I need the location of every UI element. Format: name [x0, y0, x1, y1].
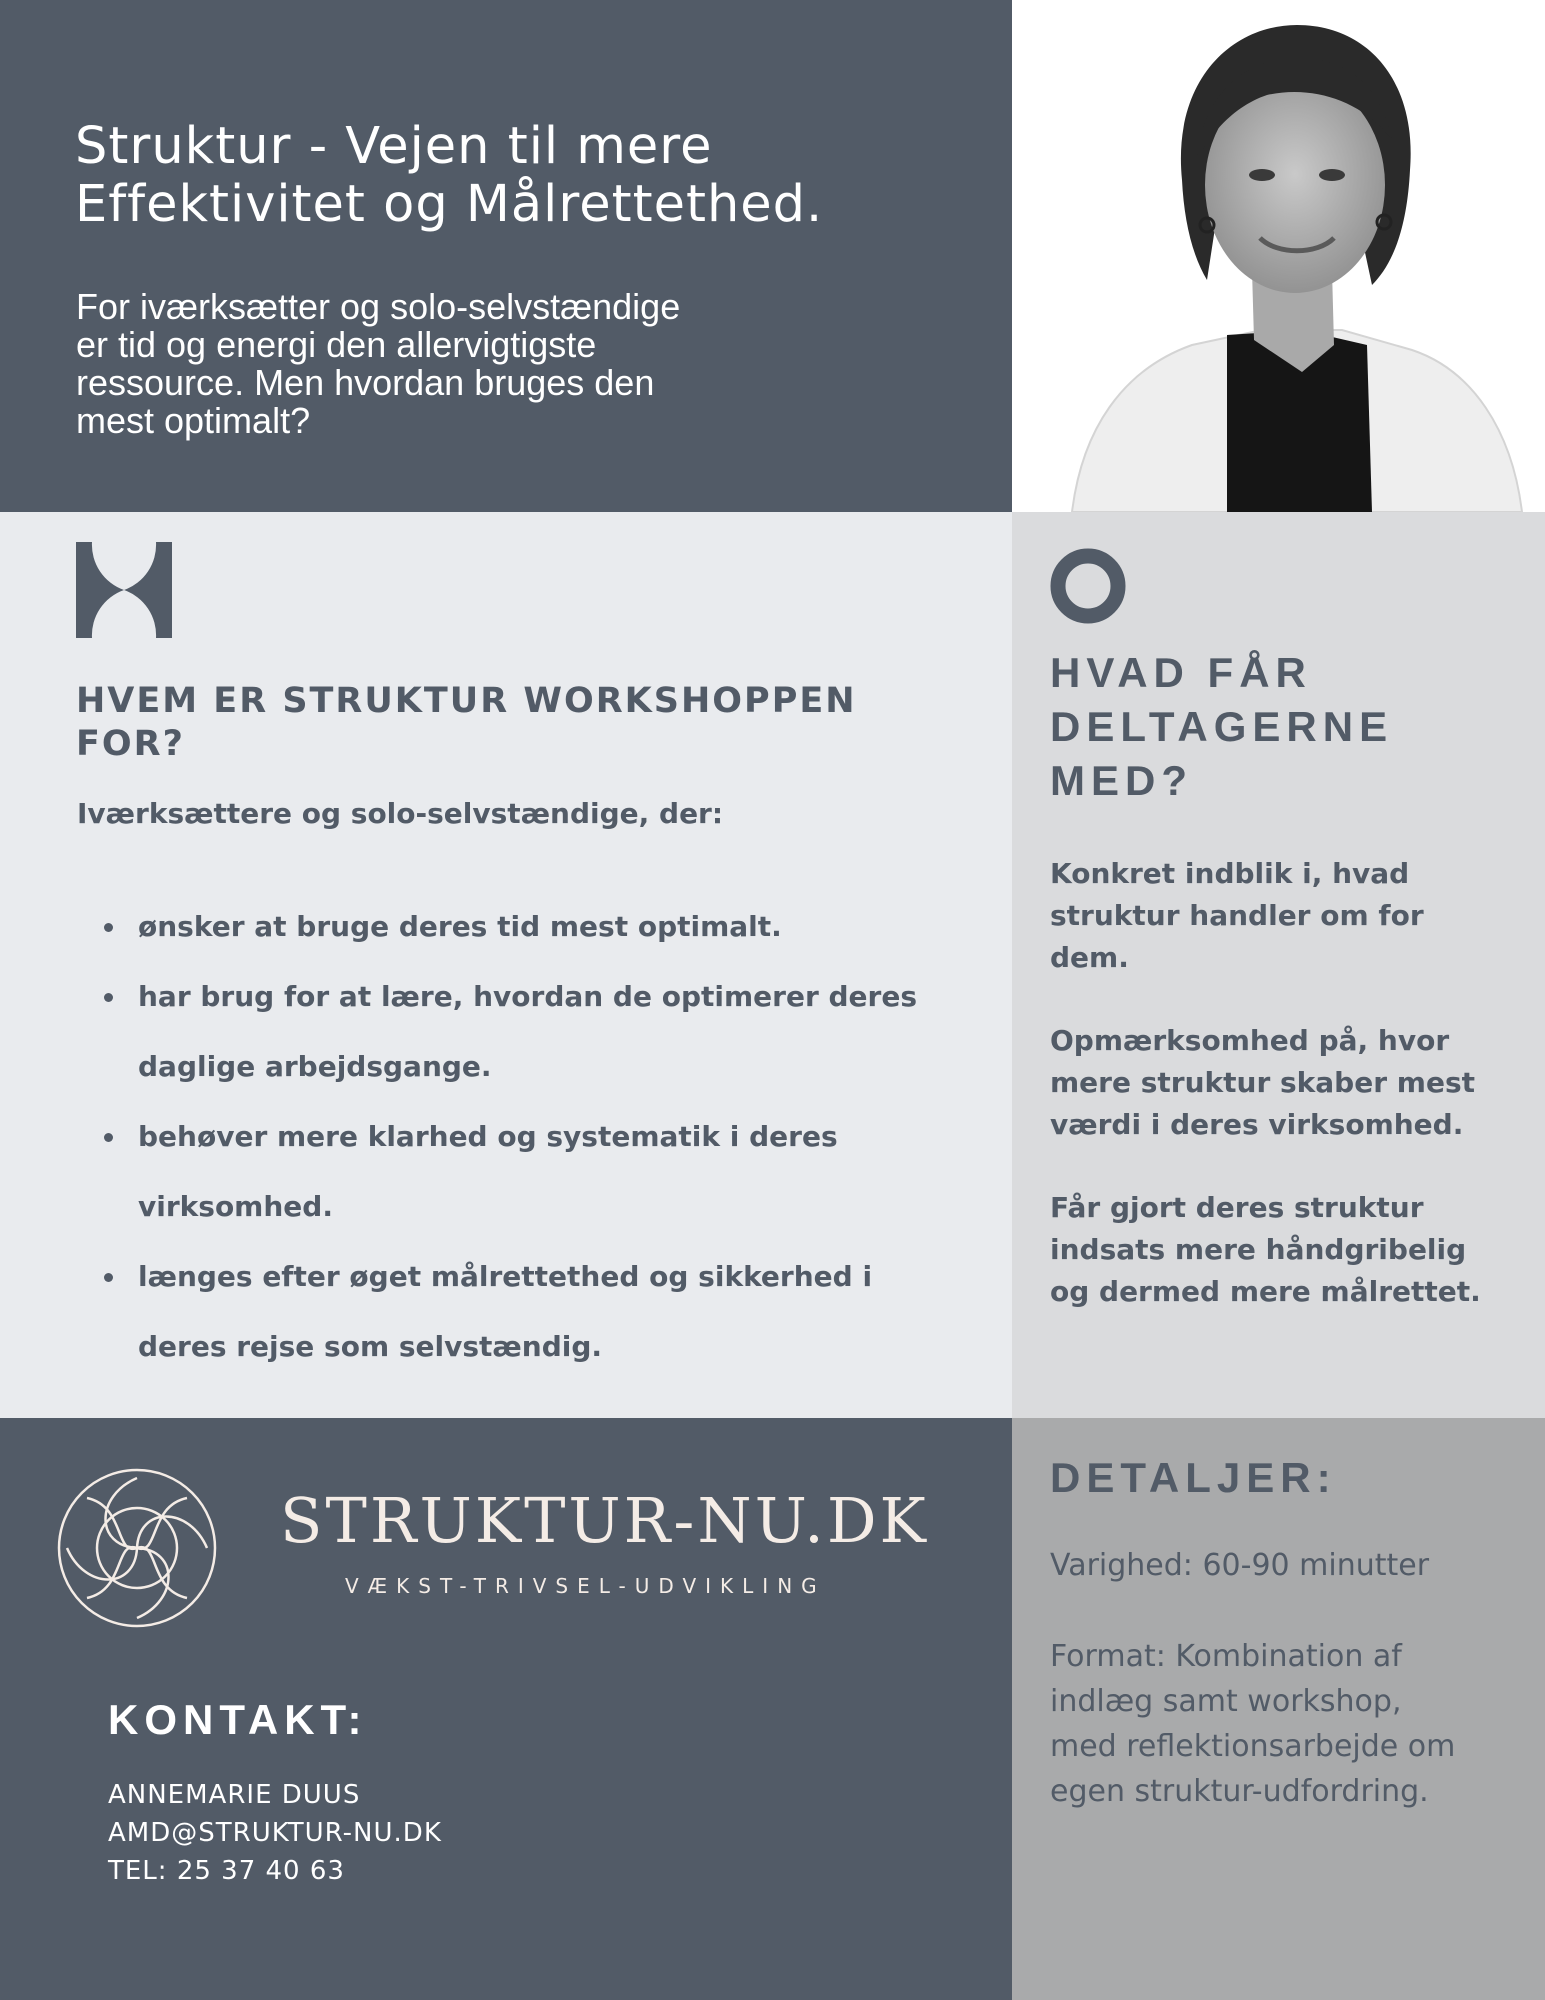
intro-line-2: er tid og energi den allervigtigste — [76, 324, 597, 365]
benefits-list — [1050, 853, 1535, 1354]
benefits-heading-line-3: MED? — [1050, 757, 1193, 804]
title-line-2: Effektivitet og Målrettethed. — [75, 175, 824, 234]
details-heading: DETALJER: — [1050, 1454, 1337, 1501]
benefit-3-line-1: Får gjort deres struktur — [1050, 1191, 1424, 1224]
detail-format — [1050, 1634, 1535, 1814]
portrait-photo — [1012, 0, 1545, 512]
list-item — [104, 892, 984, 962]
contact-phone[interactable]: TEL: 25 37 40 63 — [108, 1856, 345, 1886]
intro-line-4: mest optimalt? — [76, 400, 311, 441]
d-shape-icon — [76, 542, 172, 638]
bullet-4-line-1: længes efter øget målrettethed og sikkerhed i — [138, 1260, 873, 1293]
header-panel — [0, 0, 1012, 512]
benefits-heading-line-2: DELTAGERNE — [1050, 703, 1394, 750]
intro-text — [76, 288, 816, 440]
contact-email[interactable]: AMD@STRUKTUR-NU.DK — [108, 1818, 442, 1848]
benefit-item — [1050, 1020, 1535, 1146]
bullet-3-line-1: behøver mere klarhed og systematik i deres — [138, 1120, 838, 1153]
bullet-2-line-2: daglige arbejdsgange. — [138, 1050, 492, 1083]
bullet-2-line-1: har brug for at lære, hvordan de optimerer deres — [138, 980, 917, 1013]
list-item — [104, 1102, 984, 1242]
bullet-1-line-1: ønsker at bruge deres tid mest optimalt. — [138, 910, 782, 943]
contact-name: ANNEMARIE DUUS — [108, 1780, 361, 1810]
detail-duration: Varighed: 60-90 minutter — [1050, 1548, 1430, 1583]
benefit-item — [1050, 853, 1535, 979]
bullet-4-line-2: deres rejse som selvstændig. — [138, 1330, 603, 1363]
audience-lead: Iværksættere og solo-selvstændige, der: — [77, 797, 724, 830]
intro-line-3: ressource. Men hvordan bruges den — [76, 362, 655, 403]
bullet-3-line-2: virksomhed. — [138, 1190, 333, 1223]
audience-heading-line-2: FOR? — [76, 724, 185, 764]
ring-icon — [1050, 548, 1126, 624]
list-item — [104, 1242, 984, 1382]
benefits-heading — [1050, 646, 1520, 808]
benefit-2-line-3: værdi i deres virksomhed. — [1050, 1108, 1464, 1141]
benefit-2-line-2: mere struktur skaber mest — [1050, 1066, 1475, 1099]
contact-heading: KONTAKT: — [108, 1696, 368, 1743]
audience-heading-line-1: HVEM ER STRUKTUR WORKSHOPPEN — [76, 681, 857, 721]
brand-name: STRUKTUR-NU.DK — [280, 1484, 929, 1557]
list-item — [104, 962, 984, 1102]
format-line-4: egen struktur-udfordring. — [1050, 1774, 1429, 1809]
format-line-2: indlæg samt workshop, — [1050, 1684, 1402, 1719]
circular-knot-logo-icon — [55, 1466, 219, 1630]
brand-contact-panel — [0, 1418, 1012, 2000]
benefit-1-line-2: struktur handler om for — [1050, 899, 1424, 932]
contact-info — [108, 1776, 442, 1890]
brand-tagline: VÆKST-TRIVSEL-UDVIKLING — [345, 1574, 826, 1598]
format-line-3: med reflektionsarbejde om — [1050, 1729, 1456, 1764]
benefit-1-line-1: Konkret indblik i, hvad — [1050, 857, 1410, 890]
audience-heading — [76, 680, 976, 766]
benefit-3-line-3: og dermed mere målrettet. — [1050, 1275, 1481, 1308]
page-title — [75, 118, 823, 234]
benefits-heading-line-1: HVAD FÅR — [1050, 649, 1312, 696]
benefit-item — [1050, 1187, 1535, 1313]
details-panel — [1012, 1418, 1545, 2000]
intro-line-1: For iværksætter og solo-selvstændige — [76, 286, 681, 327]
benefit-1-line-3: dem. — [1050, 941, 1129, 974]
benefits-panel — [1012, 512, 1545, 1418]
audience-panel — [0, 512, 1012, 1418]
benefit-2-line-1: Opmærksomhed på, hvor — [1050, 1024, 1450, 1057]
format-line-1: Format: Kombination af — [1050, 1639, 1402, 1674]
portrait-illustration — [1012, 0, 1545, 512]
title-line-1: Struktur - Vejen til mere — [75, 117, 713, 176]
audience-bullet-list — [104, 892, 984, 1382]
benefit-3-line-2: indsats mere håndgribelig — [1050, 1233, 1467, 1266]
